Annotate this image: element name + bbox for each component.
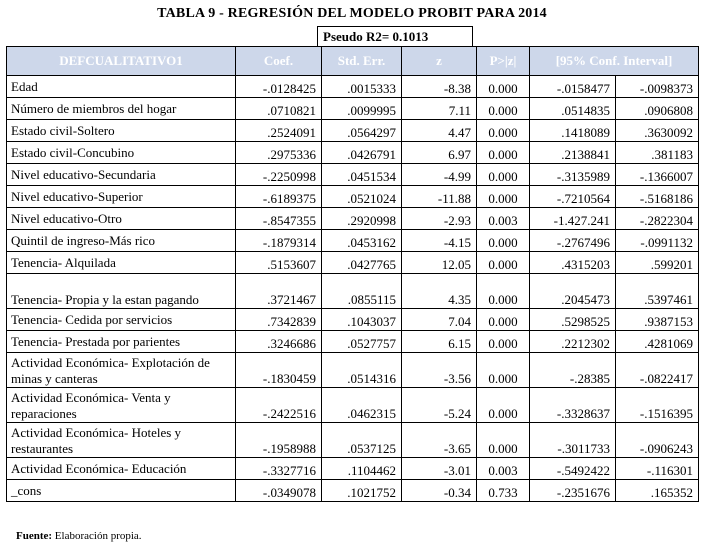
coef-cell: .5153607	[236, 252, 322, 274]
table-row	[7, 423, 699, 458]
std-err-cell: .2920998	[322, 208, 402, 230]
coef-cell: .7342839	[236, 309, 322, 331]
ci-upper-cell: .4281069	[616, 331, 699, 353]
std-err-cell: .0514316	[322, 353, 402, 388]
std-err-cell: .0462315	[322, 388, 402, 423]
variable-cell: Actividad Económica- Explotación de minas y canteras	[7, 353, 236, 388]
ci-lower-cell: .2045473	[530, 274, 616, 309]
coef-cell: -.8547355	[236, 208, 322, 230]
z-cell: 4.47	[402, 120, 477, 142]
ci-upper-cell: .3630092	[616, 120, 699, 142]
ci-lower-cell: -.2351676	[530, 480, 616, 502]
ci-upper-cell: -.0098373	[616, 76, 699, 98]
variable-cell: Actividad Económica- Venta y reparaciones	[7, 388, 236, 423]
ci-upper-cell: -.1366007	[616, 164, 699, 186]
p-value-cell: 0.000	[477, 309, 530, 331]
table-row	[7, 230, 699, 252]
header-variable: DEFCUALITATIVO1	[7, 47, 236, 76]
ci-lower-cell: -.7210564	[530, 186, 616, 208]
std-err-cell: .0564297	[322, 120, 402, 142]
ci-upper-cell: .5397461	[616, 274, 699, 309]
ci-lower-cell: .1418089	[530, 120, 616, 142]
std-err-cell: .0427765	[322, 252, 402, 274]
variable-cell: Nivel educativo-Secundaria	[7, 164, 236, 186]
coef-cell: -.2422516	[236, 388, 322, 423]
variable-cell: Número de miembros del hogar	[7, 98, 236, 120]
std-err-cell: .0451534	[322, 164, 402, 186]
ci-lower-cell: .5298525	[530, 309, 616, 331]
z-cell: 4.35	[402, 274, 477, 309]
z-cell: -0.34	[402, 480, 477, 502]
p-value-cell: 0.000	[477, 76, 530, 98]
z-cell: -11.88	[402, 186, 477, 208]
coef-cell: .0710821	[236, 98, 322, 120]
table-row	[7, 388, 699, 423]
p-value-cell: 0.000	[477, 120, 530, 142]
table-row	[7, 309, 699, 331]
coef-cell: -.6189375	[236, 186, 322, 208]
std-err-cell: .1043037	[322, 309, 402, 331]
z-cell: 6.97	[402, 142, 477, 164]
coef-cell: .3246686	[236, 331, 322, 353]
std-err-cell: .0521024	[322, 186, 402, 208]
source-text: Elaboración propia.	[52, 530, 142, 542]
p-value-cell: 0.000	[477, 252, 530, 274]
ci-upper-cell: .0906808	[616, 98, 699, 120]
ci-lower-cell: -.2767496	[530, 230, 616, 252]
p-value-cell: 0.000	[477, 186, 530, 208]
variable-cell: Nivel educativo-Otro	[7, 208, 236, 230]
z-cell: -2.93	[402, 208, 477, 230]
p-value-cell: 0.000	[477, 142, 530, 164]
table-row	[7, 76, 699, 98]
table-title: TABLA 9 - REGRESIÓN DEL MODELO PROBIT PARA 2014	[157, 6, 547, 21]
std-err-cell: .0537125	[322, 423, 402, 458]
z-cell: -4.99	[402, 164, 477, 186]
ci-lower-cell: -.3135989	[530, 164, 616, 186]
table-row	[7, 252, 699, 274]
std-err-cell: .0015333	[322, 76, 402, 98]
coef-cell: -.1830459	[236, 353, 322, 388]
std-err-cell: .1021752	[322, 480, 402, 502]
z-cell: -5.24	[402, 388, 477, 423]
ci-lower-cell: -.0158477	[530, 76, 616, 98]
variable-cell: Tenencia- Prestada por parientes	[7, 331, 236, 353]
table-row	[7, 164, 699, 186]
header-p-value: P>|z|	[477, 47, 530, 76]
ci-lower-cell: .4315203	[530, 252, 616, 274]
header-row	[7, 47, 699, 76]
source-label: Fuente:	[16, 530, 53, 542]
header-conf-interval: [95% Conf. Interval]	[530, 47, 699, 76]
std-err-cell: .0527757	[322, 331, 402, 353]
coef-cell: -.3327716	[236, 458, 322, 480]
table-body	[7, 76, 699, 502]
std-err-cell: .0855115	[322, 274, 402, 309]
ci-upper-cell: .165352	[616, 480, 699, 502]
variable-cell: Tenencia- Alquilada	[7, 252, 236, 274]
ci-lower-cell: -.3011733	[530, 423, 616, 458]
p-value-cell: 0.000	[477, 230, 530, 252]
variable-cell: Actividad Económica- Hoteles y restaurantes	[7, 423, 236, 458]
coef-cell: -.1879314	[236, 230, 322, 252]
table-row	[7, 186, 699, 208]
header-z: z	[402, 47, 477, 76]
variable-cell: Quintil de ingreso-Más rico	[7, 230, 236, 252]
ci-upper-cell: .599201	[616, 252, 699, 274]
ci-upper-cell: -.5168186	[616, 186, 699, 208]
regression-table	[6, 46, 699, 502]
p-value-cell: 0.000	[477, 388, 530, 423]
ci-upper-cell: -.2822304	[616, 208, 699, 230]
z-cell: -4.15	[402, 230, 477, 252]
ci-lower-cell: -.28385	[530, 353, 616, 388]
z-cell: 12.05	[402, 252, 477, 274]
table-row	[7, 120, 699, 142]
z-cell: -8.38	[402, 76, 477, 98]
header-std-err: Std. Err.	[322, 47, 402, 76]
ci-upper-cell: .381183	[616, 142, 699, 164]
z-cell: 7.04	[402, 309, 477, 331]
p-value-cell: 0.733	[477, 480, 530, 502]
p-value-cell: 0.000	[477, 98, 530, 120]
variable-cell: Edad	[7, 76, 236, 98]
coef-cell: -.1958988	[236, 423, 322, 458]
p-value-cell: 0.003	[477, 208, 530, 230]
table-row	[7, 353, 699, 388]
z-cell: 7.11	[402, 98, 477, 120]
ci-lower-cell: .0514835	[530, 98, 616, 120]
coef-cell: .2975336	[236, 142, 322, 164]
z-cell: 6.15	[402, 331, 477, 353]
table-row	[7, 98, 699, 120]
table-row	[7, 480, 699, 502]
table-row	[7, 458, 699, 480]
coef-cell: -.0349078	[236, 480, 322, 502]
ci-lower-cell: -.3328637	[530, 388, 616, 423]
p-value-cell: 0.000	[477, 331, 530, 353]
table-row	[7, 331, 699, 353]
coef-cell: .3721467	[236, 274, 322, 309]
ci-lower-cell: .2212302	[530, 331, 616, 353]
variable-cell: Tenencia- Propia y la estan pagando	[7, 274, 236, 309]
p-value-cell: 0.000	[477, 164, 530, 186]
ci-upper-cell: -.0991132	[616, 230, 699, 252]
p-value-cell: 0.003	[477, 458, 530, 480]
std-err-cell: .0426791	[322, 142, 402, 164]
ci-lower-cell: -1.427.241	[530, 208, 616, 230]
std-err-cell: .0099995	[322, 98, 402, 120]
pseudo-r2-label: Pseudo R2= 0.1013	[317, 26, 473, 46]
z-cell: -3.01	[402, 458, 477, 480]
variable-cell: _cons	[7, 480, 236, 502]
ci-upper-cell: -.0906243	[616, 423, 699, 458]
std-err-cell: .0453162	[322, 230, 402, 252]
variable-cell: Nivel educativo-Superior	[7, 186, 236, 208]
coef-cell: -.2250998	[236, 164, 322, 186]
std-err-cell: .1104462	[322, 458, 402, 480]
p-value-cell: 0.000	[477, 353, 530, 388]
variable-cell: Estado civil-Concubino	[7, 142, 236, 164]
coef-cell: -.0128425	[236, 76, 322, 98]
header-coef: Coef.	[236, 47, 322, 76]
table-row	[7, 208, 699, 230]
p-value-cell: 0.000	[477, 423, 530, 458]
source-note	[16, 530, 142, 542]
z-cell: -3.65	[402, 423, 477, 458]
table-row	[7, 142, 699, 164]
variable-cell: Actividad Económica- Educación	[7, 458, 236, 480]
variable-cell: Tenencia- Cedida por servicios	[7, 309, 236, 331]
ci-upper-cell: -.0822417	[616, 353, 699, 388]
ci-upper-cell: .9387153	[616, 309, 699, 331]
p-value-cell: 0.000	[477, 274, 530, 309]
z-cell: -3.56	[402, 353, 477, 388]
ci-upper-cell: -.1516395	[616, 388, 699, 423]
table-row	[7, 274, 699, 309]
variable-cell: Estado civil-Soltero	[7, 120, 236, 142]
ci-upper-cell: -.116301	[616, 458, 699, 480]
ci-lower-cell: -.5492422	[530, 458, 616, 480]
ci-lower-cell: .2138841	[530, 142, 616, 164]
coef-cell: .2524091	[236, 120, 322, 142]
